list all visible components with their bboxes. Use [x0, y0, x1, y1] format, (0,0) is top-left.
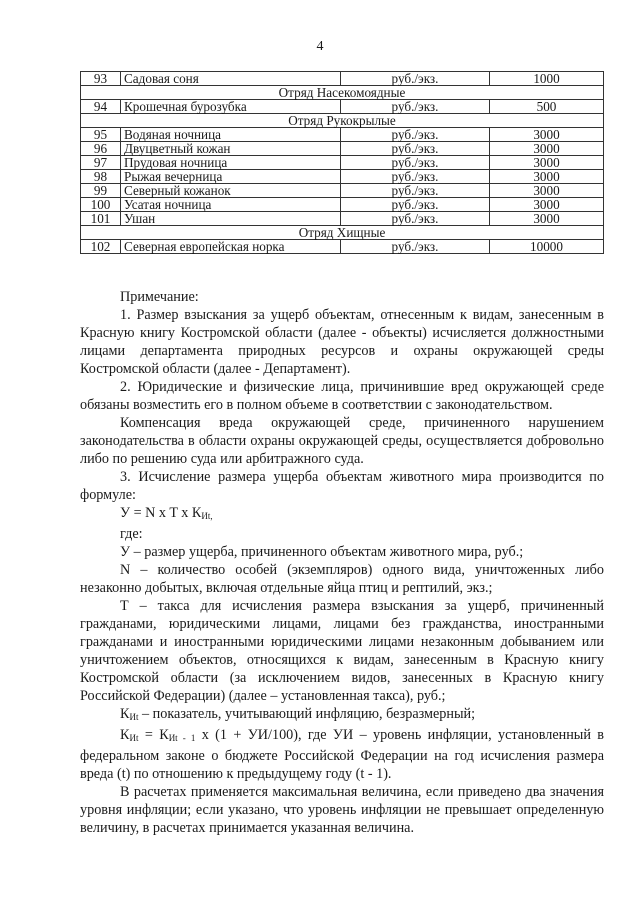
table-row: [81, 72, 604, 86]
unit-cell: руб./экз.: [341, 156, 490, 170]
definition-u: У – размер ущерба, причиненного объектам животного мира, руб.;: [120, 544, 524, 560]
notes-section: [80, 288, 604, 837]
table-row: [81, 198, 604, 212]
species-name: Прудовая ночница: [121, 156, 341, 170]
note-paragraph-4: 3. Исчисление размера ущерба объектам животного мира производится по формуле:: [80, 469, 604, 503]
unit-cell: руб./экз.: [341, 72, 490, 86]
fee-value: 1000: [490, 72, 604, 86]
formula-inflation-eq: = К: [138, 727, 169, 743]
note-final-paragraph: В расчетах применяется максимальная величина, если приведено два значения уровня инфляции; если указано, что уровень инфляции не превышает определенную величину, в расчетах принимается указанная величина.: [80, 784, 604, 836]
fee-table: [80, 71, 604, 254]
table-row: [81, 170, 604, 184]
order-header-row: [81, 226, 604, 240]
table-row: [81, 156, 604, 170]
table-row: [81, 184, 604, 198]
row-number: 100: [81, 198, 121, 212]
species-name: Крошечная бурозубка: [121, 100, 341, 114]
row-number: 96: [81, 142, 121, 156]
row-number: 95: [81, 128, 121, 142]
page-number: 4: [316, 39, 324, 54]
species-name: Усатая ночница: [121, 198, 341, 212]
species-name: Водяная ночница: [121, 128, 341, 142]
formula-main-text: У = N x T x К: [120, 505, 202, 521]
order-title: Отряд Хищные: [81, 226, 604, 240]
unit-cell: руб./экз.: [341, 184, 490, 198]
fee-value: 10000: [490, 240, 604, 254]
definition-k-subscript: Иt: [129, 712, 139, 722]
order-header-row: [81, 114, 604, 128]
formula-main: [80, 504, 604, 525]
species-name: Двуцветный кожан: [121, 142, 341, 156]
species-name: Ушан: [121, 212, 341, 226]
formula-inflation-text: x (1 + УИ/100), где УИ – уровень инфляции, установленный в федеральном законе о бюджете Российской Федерации на год исчисления размера вреда (t) по отношению к предыдущему году (t - 1).: [80, 727, 605, 782]
fee-value: 500: [490, 100, 604, 114]
species-name: Северный кожанок: [121, 184, 341, 198]
table-row: [81, 128, 604, 142]
fee-value: 3000: [490, 170, 604, 184]
fee-value: 3000: [490, 128, 604, 142]
fee-value: 3000: [490, 156, 604, 170]
fee-value: 3000: [490, 212, 604, 226]
unit-cell: руб./экз.: [341, 212, 490, 226]
fee-value: 3000: [490, 142, 604, 156]
table-row: [81, 212, 604, 226]
note-paragraph-1: 1. Размер взыскания за ущерб объектам, отнесенным к видам, занесенным в Красную книгу Костромской области (далее - объекты) исчисляется должностными лицами департамента природных ресурсов и охраны окружающей среды Костромской области (далее - Департамент).: [80, 307, 604, 377]
fee-table-body: [81, 72, 604, 254]
formula-inflation: [80, 726, 604, 783]
row-number: 94: [81, 100, 121, 114]
order-title: Отряд Рукокрылые: [81, 114, 604, 128]
definition-n: N – количество особей (экземпляров) одного вида, уничтоженных либо незаконно добытых, включая отдельные яйца птиц и рептилий, экз.;: [80, 562, 604, 596]
unit-cell: руб./экз.: [341, 170, 490, 184]
table-row: [81, 142, 604, 156]
row-number: 93: [81, 72, 121, 86]
row-number: 98: [81, 170, 121, 184]
unit-cell: руб./экз.: [341, 100, 490, 114]
formula-inflation-sub-1: Иt: [129, 733, 139, 743]
unit-cell: руб./экз.: [341, 142, 490, 156]
fee-value: 3000: [490, 198, 604, 212]
species-name: Рыжая вечерница: [121, 170, 341, 184]
row-number: 99: [81, 184, 121, 198]
table-row: [81, 240, 604, 254]
definition-k: [80, 705, 604, 726]
definition-k-letter: К: [120, 706, 130, 722]
note-paragraph-3: Компенсация вреда окружающей среде, причиненного нарушением законодательства в области охраны окружающей среды, осуществляется добровольно либо по решению суда или арбитражного суда.: [80, 415, 604, 467]
species-name: Северная европейская норка: [121, 240, 341, 254]
row-number: 101: [81, 212, 121, 226]
unit-cell: руб./экз.: [341, 128, 490, 142]
row-number: 102: [81, 240, 121, 254]
order-header-row: [81, 86, 604, 100]
unit-cell: руб./экз.: [341, 240, 490, 254]
note-paragraph-2: 2. Юридические и физические лица, причинившие вред окружающей среде обязаны возместить его в полном объеме в соответствии с законодательством.: [80, 379, 604, 413]
formula-where: где:: [120, 526, 143, 542]
fee-value: 3000: [490, 184, 604, 198]
row-number: 97: [81, 156, 121, 170]
table-row: [81, 100, 604, 114]
formula-inflation-sub-2: Иt - 1: [168, 733, 196, 743]
species-name: Садовая соня: [121, 72, 341, 86]
unit-cell: руб./экз.: [341, 198, 490, 212]
notes-heading: Примечание:: [120, 289, 199, 305]
definition-t: Т – такса для исчисления размера взыскания за ущерб, причиненный гражданами, юридическими лицами, лицами без гражданства, иностранными гражданами и иностранными юридическими лицами незаконным добыванием или уничтожением объектов, относящихся к видам, занесенным в Красную книгу Костромской области (за исключением видов, занесенных в Красную книгу Российской Федерации) (далее – установленная такса), руб.;: [80, 598, 604, 704]
formula-inflation-k: К: [120, 727, 130, 743]
formula-main-subscript: Иt,: [201, 511, 213, 521]
order-title: Отряд Насекомоядные: [81, 86, 604, 100]
definition-k-text: – показатель, учитывающий инфляцию, безразмерный;: [138, 706, 476, 722]
